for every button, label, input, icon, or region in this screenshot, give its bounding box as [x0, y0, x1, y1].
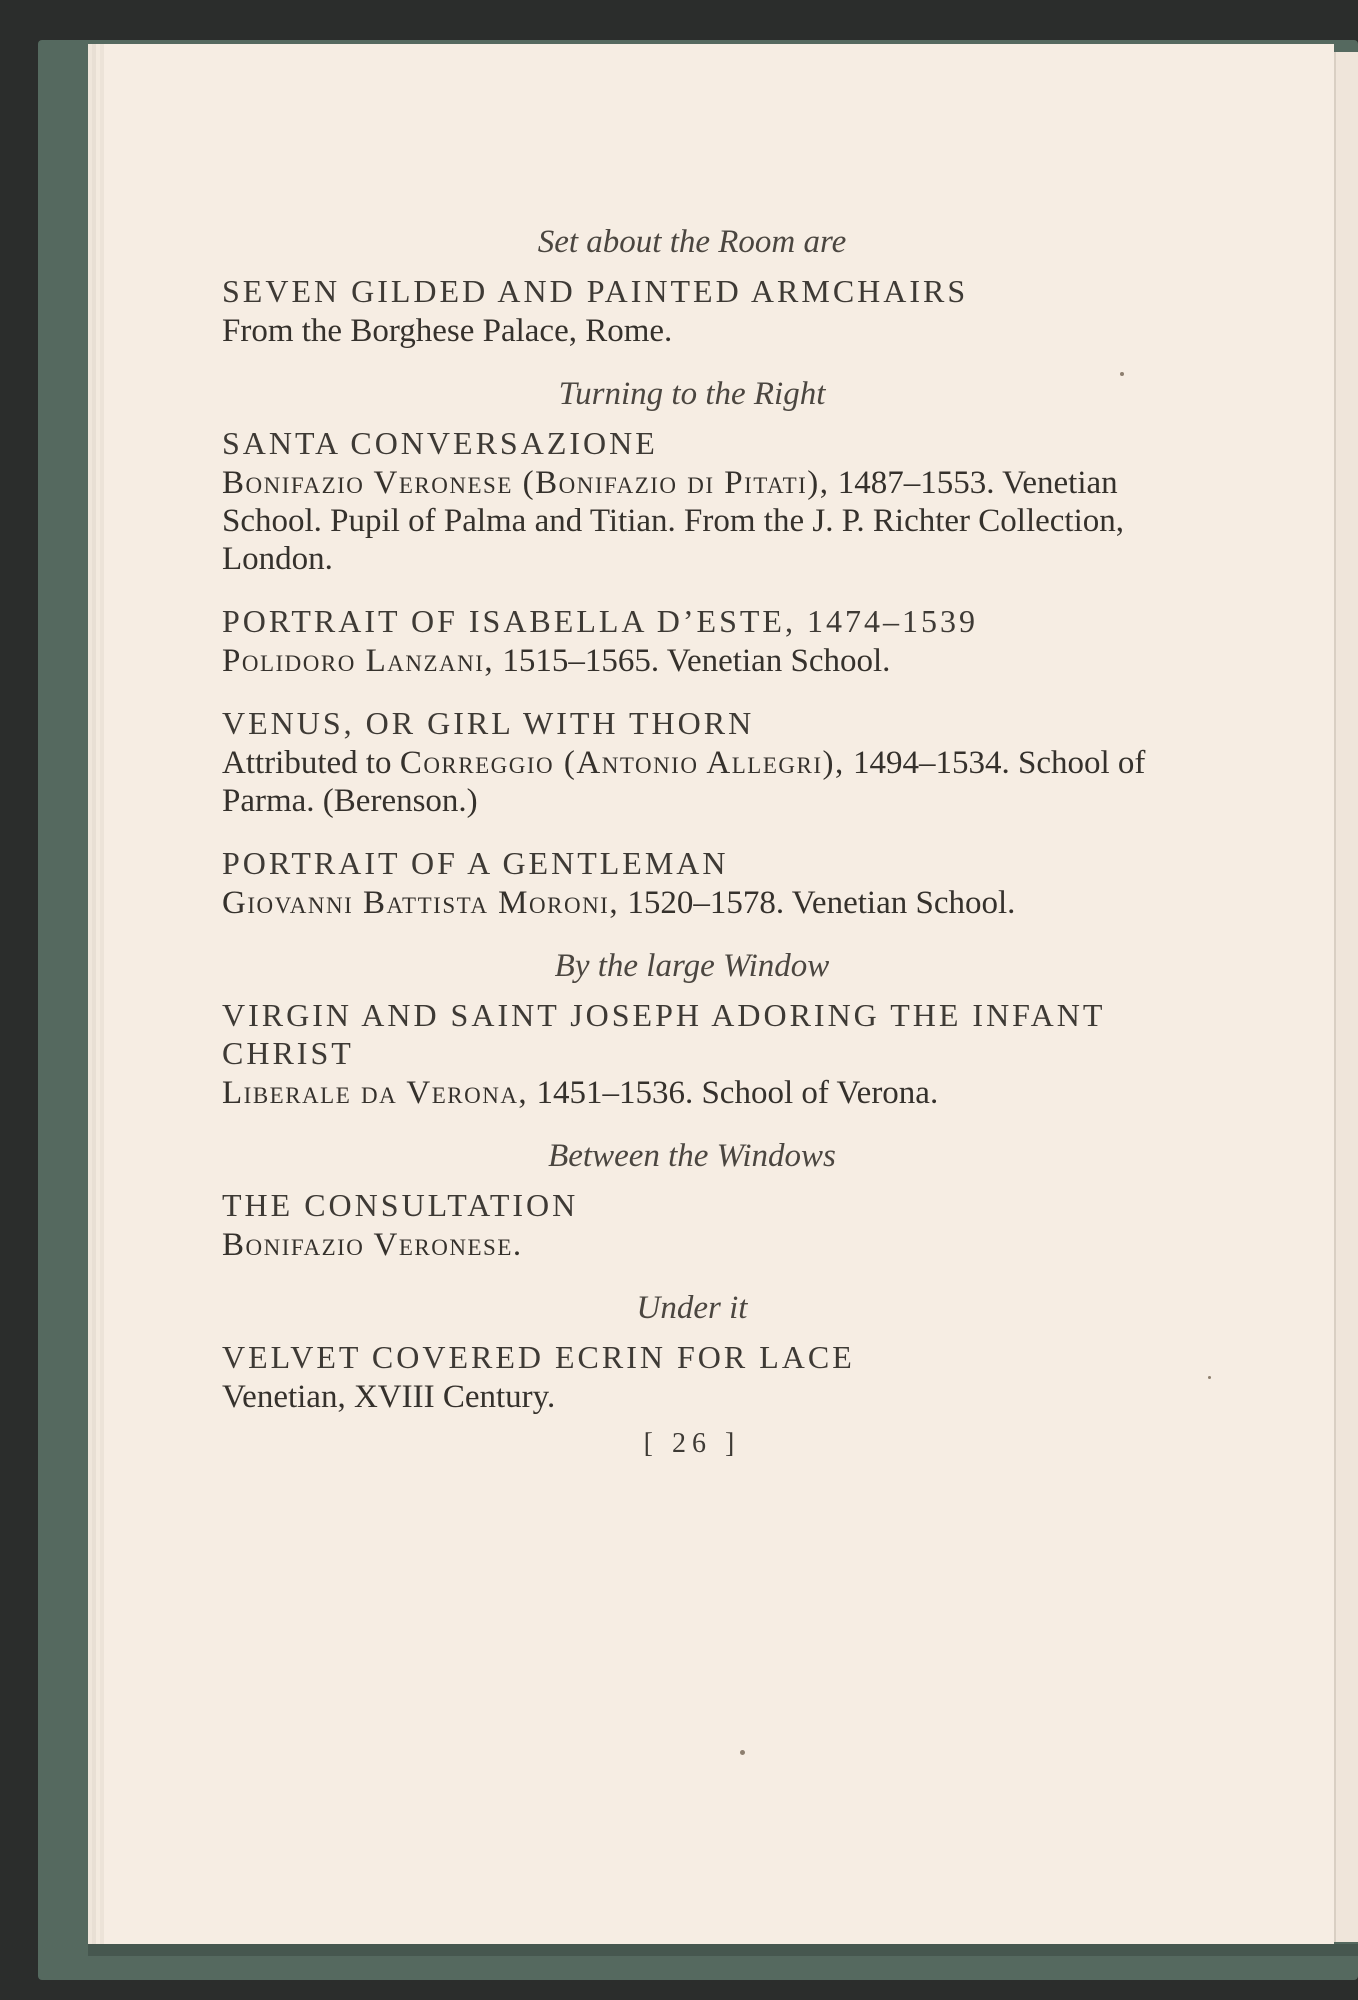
catalog-entry: [222, 1186, 1162, 1264]
facing-page-edge: [1334, 52, 1358, 1942]
entry-description: [222, 884, 1162, 922]
entry-description: [222, 744, 1162, 820]
section-set-about-the-room: [222, 222, 1162, 350]
entry-title: VENUS, OR GIRL WITH THORN: [222, 705, 755, 741]
paper-speck: [740, 1750, 745, 1755]
artist-name: Giovanni Battista Moroni,: [222, 885, 620, 921]
section-turning-to-the-right: [222, 374, 1162, 922]
entry-details: 1451–1536. School of Verona.: [528, 1075, 939, 1111]
entry-title: THE CONSULTATION: [222, 1187, 579, 1223]
catalog-entry: [222, 424, 1162, 578]
section-by-the-large-window: [222, 946, 1162, 1112]
entry-prefix: Attributed to: [222, 745, 400, 781]
entry-title: VIRGIN AND SAINT JOSEPH ADORING THE INFANT CHRIST: [222, 997, 1105, 1071]
entry-description: [222, 464, 1162, 578]
entry-details: 1520–1578. Venetian School.: [619, 885, 1016, 921]
entry-title: SANTA CONVERSAZIONE: [222, 425, 658, 461]
book-cover-edge: [88, 1944, 1358, 1956]
section-heading: Turning to the Right: [558, 376, 826, 412]
entry-description: [222, 1074, 1162, 1112]
section-heading: Set about the Room are: [537, 224, 847, 260]
catalog-entry: [222, 996, 1162, 1112]
catalog-entry: [222, 272, 1162, 350]
page-number: [ 26 ]: [643, 1428, 741, 1459]
section-between-the-windows: [222, 1136, 1162, 1264]
entry-description: Venetian, XVIII Century.: [222, 1379, 556, 1415]
entry-details: 1515–1565. Venetian School.: [494, 643, 891, 679]
entry-details: 1487–1553. Venetian School. Pupil of Palma and Titian. From the J. P. Richter Collection, London.: [222, 465, 1125, 577]
entry-title: VELVET COVERED ECRIN FOR LACE: [222, 1339, 855, 1375]
section-heading: Under it: [636, 1290, 748, 1326]
entry-title: PORTRAIT OF A GENTLEMAN: [222, 845, 729, 881]
catalog-entry: [222, 1338, 1162, 1416]
entry-description: From the Borghese Palace, Rome.: [222, 313, 673, 349]
artist-name: Liberale da Verona,: [222, 1075, 529, 1111]
catalog-entry: [222, 704, 1162, 820]
entry-description: [222, 1226, 1162, 1264]
artist-name: Bonifazio Veronese (Bonifazio di Pitati),: [222, 465, 830, 501]
paper-speck: [1208, 1376, 1211, 1379]
entry-details: 1494–1534. School of Parma. (Berenson.): [222, 745, 1146, 819]
catalog-entry: [222, 602, 1162, 680]
paper-speck: [1120, 372, 1124, 376]
catalog-entry: [222, 844, 1162, 922]
entry-description: [222, 642, 1162, 680]
section-under-it: [222, 1288, 1162, 1416]
entry-title: SEVEN GILDED AND PAINTED ARMCHAIRS: [222, 273, 969, 309]
section-heading: By the large Window: [554, 948, 830, 984]
artist-name: Polidoro Lanzani,: [222, 643, 495, 679]
page-text: [222, 222, 1162, 1460]
section-heading: Between the Windows: [548, 1138, 836, 1174]
artist-name: Bonifazio Veronese.: [222, 1227, 523, 1263]
entry-title: PORTRAIT OF ISABELLA D’ESTE, 1474–1539: [222, 603, 978, 639]
artist-name: Correggio (Antonio Allegri),: [399, 745, 845, 781]
